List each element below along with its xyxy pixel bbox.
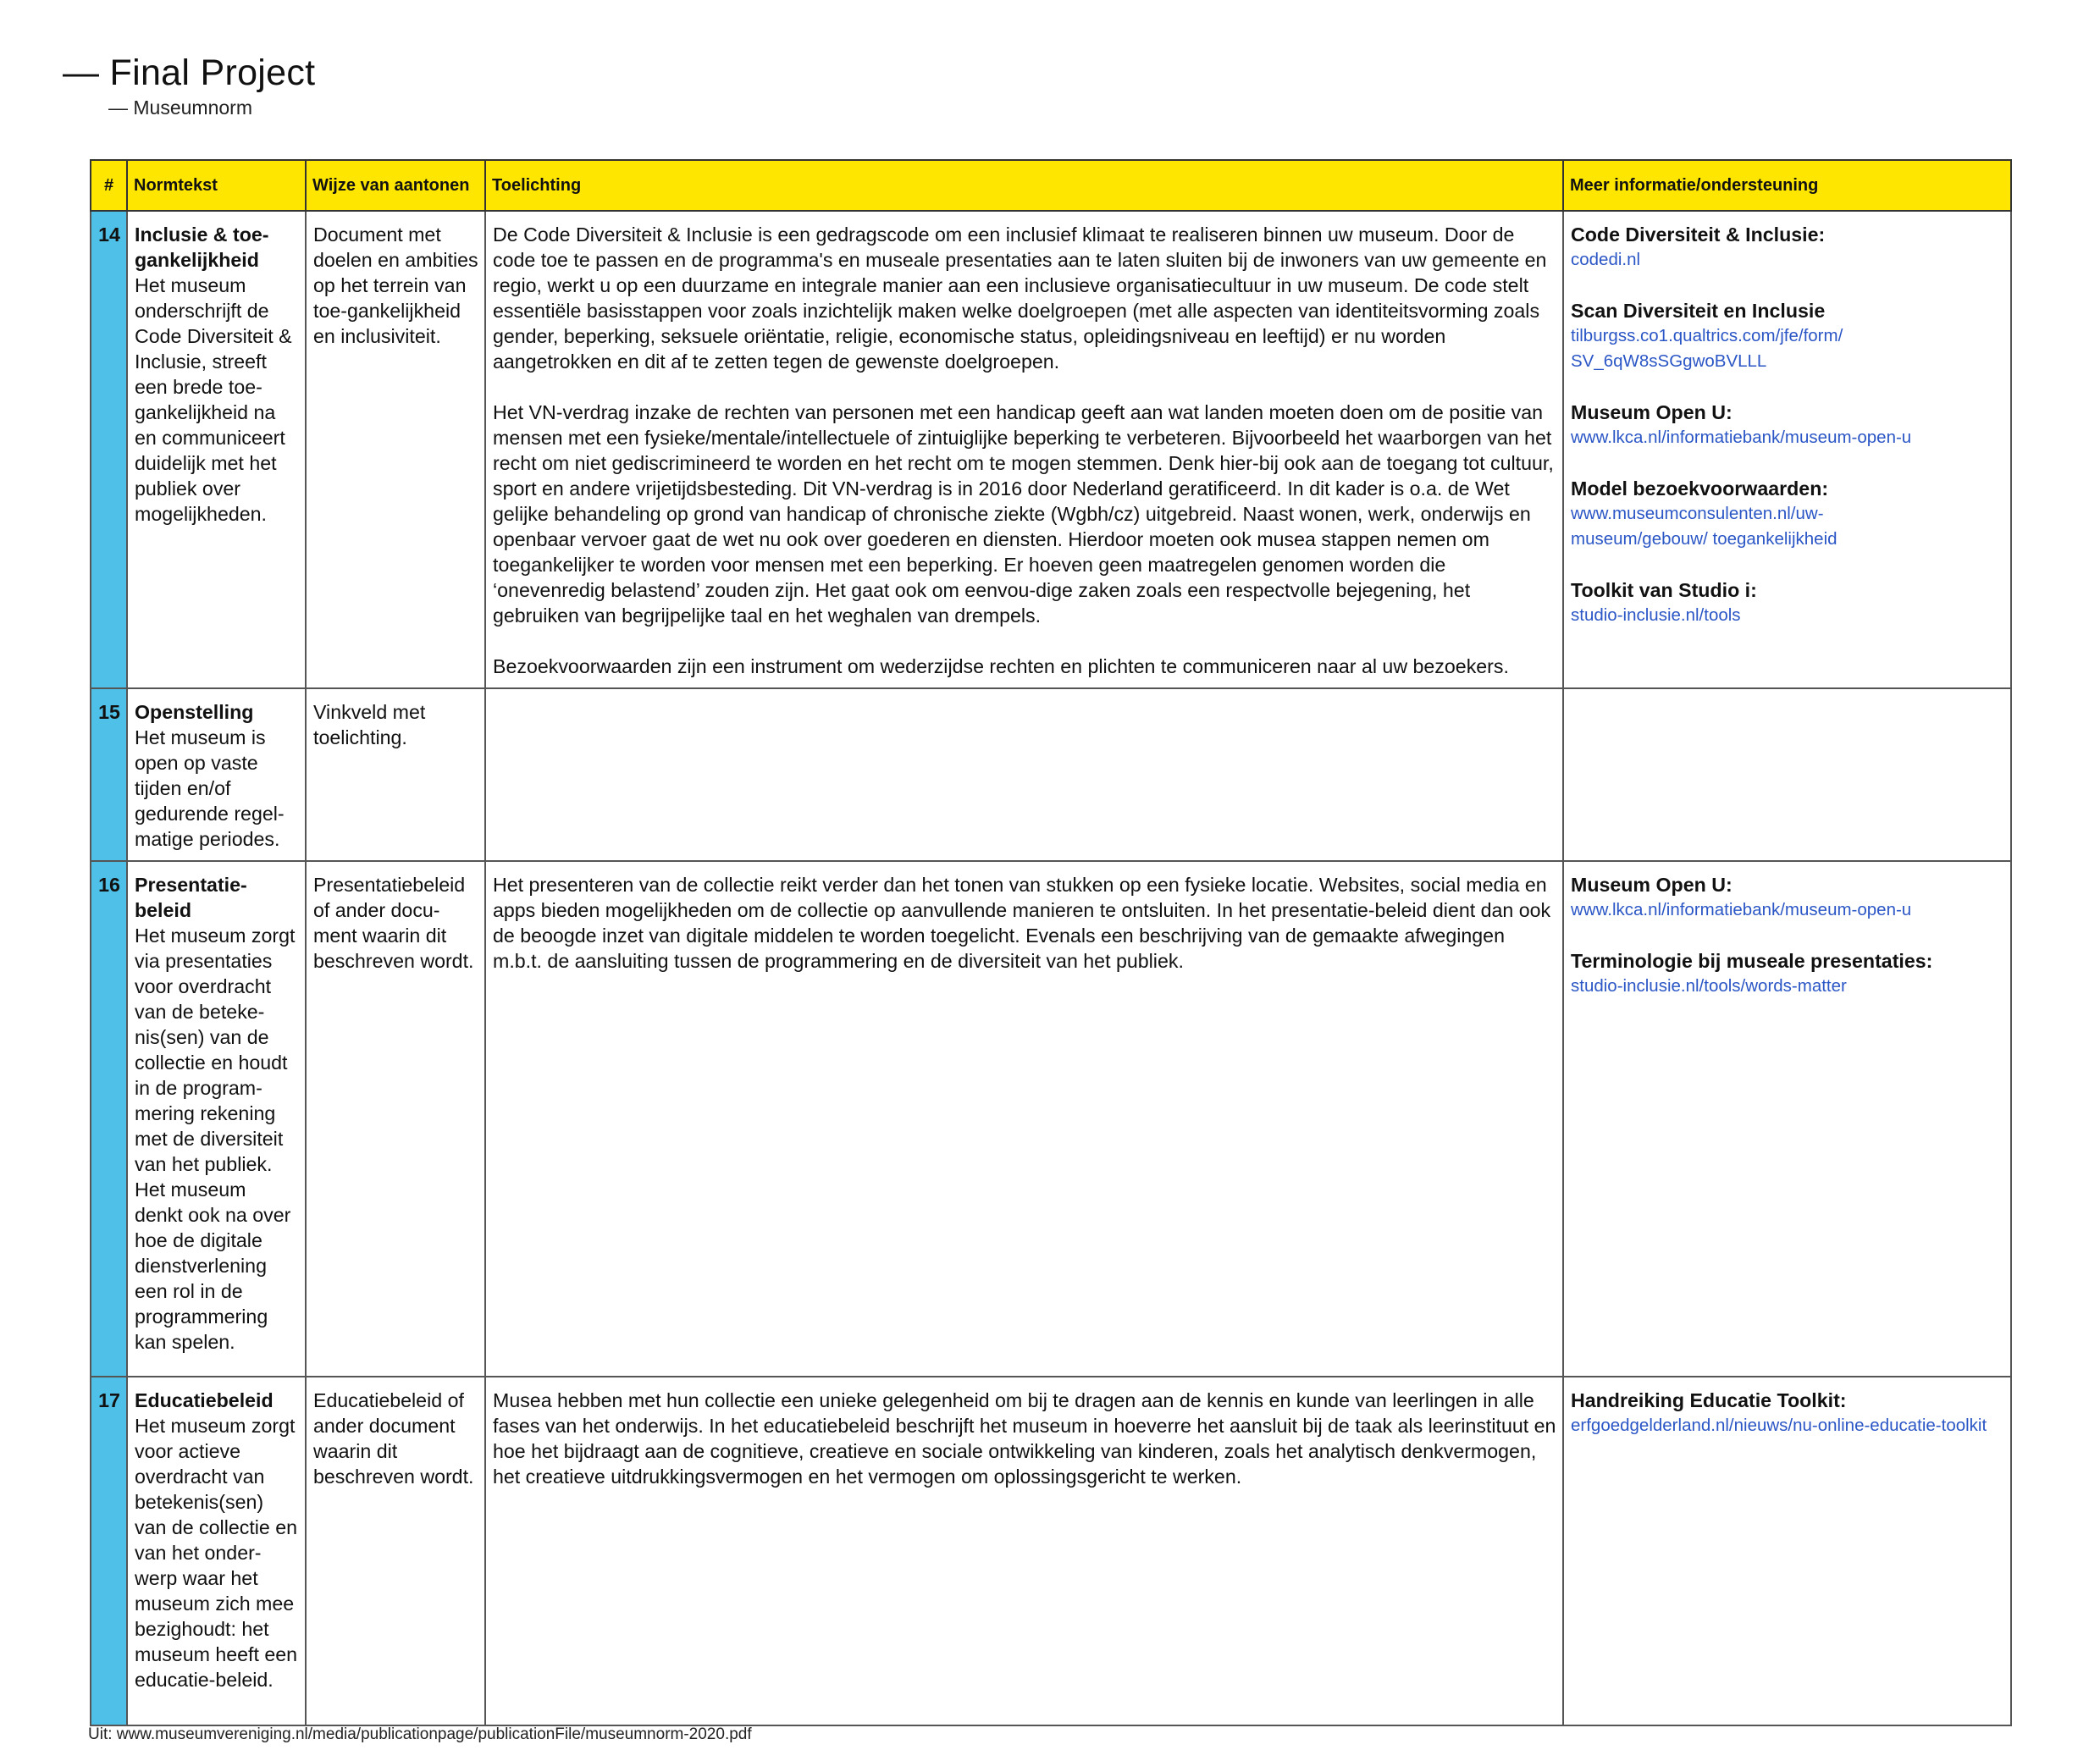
wijze-cell: Document met doelen en ambities op het terrein van toe-gankelijkheid en inclusiviteit. [306, 211, 485, 688]
norm-body: Het museum onderschrijft de Code Diversiteit & Inclusie, streeft een brede toe-gankelijkheid na en communiceert duidelijk met het publiek over mogelijkheden. [135, 274, 292, 525]
reference-title: Scan Diversiteit en Inclusie [1571, 300, 1826, 322]
paragraph-gap [493, 628, 1556, 654]
toelichting-cell [485, 688, 1563, 861]
reference-title: Code Diversiteit & Inclusie: [1571, 224, 1826, 246]
normtekst-cell [127, 861, 306, 1377]
wijze-cell: Presentatiebeleid of ander docu-ment waarin dit beschreven wordt. [306, 861, 485, 1377]
page-subtitle: — Museumnorm [108, 97, 252, 119]
toelichting-cell [485, 861, 1563, 1377]
table-row [91, 211, 2011, 688]
reference-title: Model bezoekvoorwaarden: [1571, 478, 1829, 500]
reference-link[interactable]: erfgoedgelderland.nl/nieuws/nu-online-educatie-toolkit [1571, 1416, 1987, 1435]
page-title: — Final Project [63, 52, 316, 93]
reference-title: Terminologie bij museale presentaties: [1571, 950, 1933, 972]
table-row [91, 861, 2011, 1377]
reference-item [1571, 948, 2004, 999]
reference-title: Museum Open U: [1571, 874, 1732, 896]
reference-link[interactable]: studio-inclusie.nl/tools [1571, 605, 1741, 625]
normtekst-cell [127, 688, 306, 861]
toelichting-paragraph: Bezoekvoorwaarden zijn een instrument om wederzijdse rechten en plichten te communiceren naar al uw bezoekers. [493, 655, 1509, 677]
meer-info-cell [1563, 1377, 2011, 1725]
museumnorm-table [90, 159, 2012, 1726]
meer-info-cell [1563, 688, 2011, 861]
row-number-cell: 16 [91, 861, 127, 1377]
table-row [91, 688, 2011, 861]
wijze-cell: Educatiebeleid of ander document waarin dit beschreven wordt. [306, 1377, 485, 1725]
reference-title: Museum Open U: [1571, 401, 1732, 423]
norm-body: Het museum zorgt voor actieve overdracht van betekenis(sen) van de collectie en van het onder-werp waar het museum zich mee bezighoudt: het museum heeft een educatie-beleid. [135, 1415, 298, 1691]
meer-info-cell [1563, 211, 2011, 688]
paragraph-gap [493, 374, 1556, 400]
norm-title: Inclusie & toe-gankelijkheid [135, 224, 269, 271]
reference-item [1571, 298, 2004, 374]
table-header-row [91, 160, 2011, 211]
normtekst-cell [127, 1377, 306, 1725]
toelichting-cell [485, 1377, 1563, 1725]
reference-link[interactable]: studio-inclusie.nl/tools/words-matter [1571, 976, 1847, 996]
toelichting-paragraph: De Code Diversiteit & Inclusie is een gedragscode om een inclusief klimaat te realiseren binnen uw museum. Door de code toe te passen en de programma's en museale presentaties aan te laten sluiten bij de inwoners van uw gemeente en regio, werkt u op een duurzame en integrale manier aan een inclusieve organisatiecultuur in uw museum. De code stelt essentiële basisstappen voor zoals inzichtelijk maken welke doelgroepen (met alle aspecten van identiteitsvorming zoals gender, beperking, seksuele oriëntatie, religie, economische status, opleidingsniveau en leeftijd) er nu worden aangetrokken en dit af te zetten tegen de gewenste doelgroepen. [493, 224, 1547, 373]
reference-link[interactable]: www.lkca.nl/informatiebank/museum-open-u [1571, 428, 1912, 447]
wijze-cell: Vinkveld met toelichting. [306, 688, 485, 861]
reference-title: Toolkit van Studio i: [1571, 579, 1757, 601]
reference-item [1571, 476, 2004, 552]
norm-title: Educatiebeleid [135, 1389, 274, 1411]
toelichting-cell [485, 211, 1563, 688]
column-header-number: # [91, 160, 127, 211]
meer-info-cell [1563, 861, 2011, 1377]
reference-item [1571, 222, 2004, 273]
row-number-cell: 14 [91, 211, 127, 688]
toelichting-paragraph: Het VN-verdrag inzake de rechten van personen met een handicap geeft aan wat landen moeten doen om de positie van mensen met een fysieke/mentale/intellectuele of zintuiglijke beperking te verbeteren. Bijvoorbeeld het waarborgen van het recht om niet gediscrimineerd te worden en het recht om te mogen stemmen. Denk hier-bij ook aan de toegang tot cultuur, sport en andere vrijetijdsbesteding. Dit VN-verdrag is in 2016 door Nederland geratificeerd. In dit kader is o.a. de Wet gelijke behandeling op grond van handicap of chronische ziekte (Wgbh/cz) uitgebreid. Naast wonen, werk, onderwijs en openbaar vervoer gaat de wet nu ook over goederen en diensten. Hierdoor moeten ook musea stappen nemen om toegankelijker te worden voor mensen met een beperking. Er hoeven geen maatregelen genomen worden die ‘onevenredig belastend’ zouden zijn. Het gaat ook om eenvou-dige zaken zoals een respectvolle bejegening, het gebruiken van begrijpelijke taal en het weghalen van drempels. [493, 401, 1554, 627]
reference-link[interactable]: www.lkca.nl/informatiebank/museum-open-u [1571, 900, 1912, 919]
normtekst-cell [127, 211, 306, 688]
reference-title: Handreiking Educatie Toolkit: [1571, 1389, 1847, 1411]
reference-item [1571, 400, 2004, 450]
museumnorm-table-container [90, 159, 2010, 1726]
toelichting-paragraph: Het presenteren van de collectie reikt verder dan het tonen van stukken op een fysieke locatie. Websites, social media en apps bieden mogelijkheden om de collectie op aanvullende manieren te ontsluiten. In het presentatie-beleid dient dan ook de beoogde inzet van digitale middelen te worden toegelicht. Evenals een beschrijving van de gemaakte afwegingen m.b.t. de aansluiting tussen de programmering en de diversiteit van het publiek. [493, 874, 1551, 972]
column-header-meer-info: Meer informatie/ondersteuning [1563, 160, 2011, 211]
reference-link[interactable]: www.museumconsulenten.nl/uw-museum/gebouw/ toegankelijkheid [1571, 504, 1838, 549]
norm-body: Het museum zorgt via presentaties voor overdracht van de beteke-nis(sen) van de collectie en houdt in de program-mering rekening met de diversiteit van het publiek. Het museum denkt ook na over hoe de digitale dienstverlening een rol in de programmering kan spelen. [135, 925, 296, 1353]
column-header-normtekst: Normtekst [127, 160, 306, 211]
column-header-wijze: Wijze van aantonen [306, 160, 485, 211]
norm-body: Het museum is open op vaste tijden en/of gedurende regel-matige periodes. [135, 726, 285, 850]
row-number-cell: 15 [91, 688, 127, 861]
reference-item [1571, 872, 2004, 923]
table-row [91, 1377, 2011, 1725]
reference-link[interactable]: codedi.nl [1571, 250, 1641, 269]
row-number-cell: 17 [91, 1377, 127, 1725]
reference-item [1571, 1388, 2004, 1438]
norm-title: Presentatie-beleid [135, 874, 247, 921]
column-header-toelichting: Toelichting [485, 160, 1563, 211]
reference-link[interactable]: tilburgss.co1.qualtrics.com/jfe/form/ SV_6qW8sSGgwoBVLLL [1571, 326, 1843, 371]
reference-item [1571, 577, 2004, 628]
source-footnote: Uit: www.museumvereniging.nl/media/publicationpage/publicationFile/museumnorm-2020.pdf [88, 1725, 752, 1743]
toelichting-paragraph: Musea hebben met hun collectie een unieke gelegenheid om bij te dragen aan de kennis en kunde van leerlingen in alle fases van het onderwijs. In het educatiebeleid beschrijft het museum in hoeverre het aansluit bij de taak als leerinstituut en hoe het bijdraagt aan de cognitieve, creatieve en sociale ontwikkeling van kinderen, zoals het analytisch denkvermogen, het creatieve uitdrukkingsvermogen en het vermogen om oplossingsgericht te werken. [493, 1389, 1556, 1488]
norm-title: Openstelling [135, 701, 254, 723]
